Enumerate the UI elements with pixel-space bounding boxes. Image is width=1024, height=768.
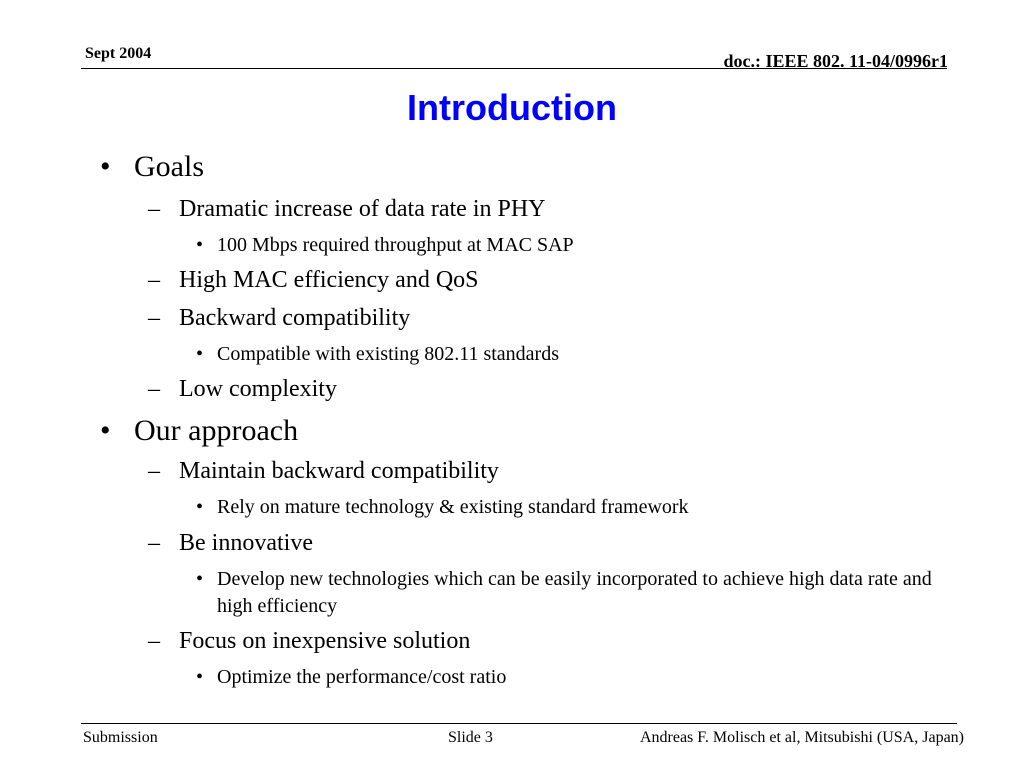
bullet-marker: • — [196, 343, 204, 365]
subbullet-innovative — [148, 529, 313, 557]
subsubbullet-text: Compatible with existing 802.11 standards — [217, 343, 560, 365]
subbullet-text: Dramatic increase of data rate in PHY — [179, 196, 546, 222]
footer-authors: Andreas F. Molisch et al, Mitsubishi (USA, Japan) — [639, 729, 964, 746]
subbullet-mac-efficiency — [148, 266, 479, 294]
subsubbullet-new-tech — [196, 566, 966, 620]
subbullet-text: Backward compatibility — [179, 305, 411, 331]
subsubbullet-mature-tech — [196, 494, 689, 521]
subsubbullet-text: 100 Mbps required throughput at MAC SAP — [217, 234, 574, 256]
bullet-marker: • — [196, 496, 204, 518]
header-doc-id: doc.: IEEE 802. 11-04/0996r1 — [723, 51, 948, 71]
bullet-marker: • — [196, 234, 204, 256]
subbullet-maintain-compat — [148, 457, 499, 485]
subbullet-low-complexity — [148, 375, 337, 403]
subbullet-backward-compat — [148, 304, 410, 332]
dash-marker: – — [148, 458, 160, 484]
subsubbullet-cost-ratio — [196, 664, 506, 691]
bullet-text: Goals — [134, 150, 204, 183]
subsubbullet-text: Rely on mature technology & existing standard framework — [217, 496, 689, 518]
subbullet-text: Focus on inexpensive solution — [179, 628, 471, 654]
dash-marker: – — [148, 376, 160, 402]
bullet-goals — [100, 150, 204, 184]
bullet-marker: • — [100, 414, 111, 447]
header-date: Sept 2004 — [85, 45, 152, 62]
bullet-marker: • — [100, 150, 111, 183]
bullet-text: Our approach — [134, 414, 299, 447]
footer-divider — [81, 723, 957, 724]
subbullet-data-rate — [148, 195, 546, 223]
dash-marker: – — [148, 196, 160, 222]
subsubbullet-text: Develop new technologies which can be easily incorporated to achieve high data rate and high efficiency — [217, 568, 932, 617]
footer-slide-number: Slide 3 — [448, 729, 493, 746]
slide-title: Introduction — [407, 87, 617, 128]
subbullet-inexpensive — [148, 627, 470, 655]
footer-submission: Submission — [83, 729, 158, 746]
dash-marker: – — [148, 267, 160, 293]
dash-marker: – — [148, 305, 160, 331]
bullet-our-approach — [100, 414, 298, 448]
dash-marker: – — [148, 628, 160, 654]
bullet-marker: • — [196, 666, 204, 688]
subbullet-text: Maintain backward compatibility — [179, 458, 499, 484]
subsubbullet-throughput — [196, 232, 574, 259]
bullet-marker: • — [196, 568, 204, 590]
subsubbullet-compatible — [196, 341, 559, 368]
subbullet-text: Low complexity — [179, 376, 337, 402]
subbullet-text: High MAC efficiency and QoS — [179, 267, 479, 293]
header-divider — [81, 68, 947, 69]
subbullet-text: Be innovative — [179, 530, 313, 556]
subsubbullet-text: Optimize the performance/cost ratio — [217, 666, 507, 688]
dash-marker: – — [148, 530, 160, 556]
